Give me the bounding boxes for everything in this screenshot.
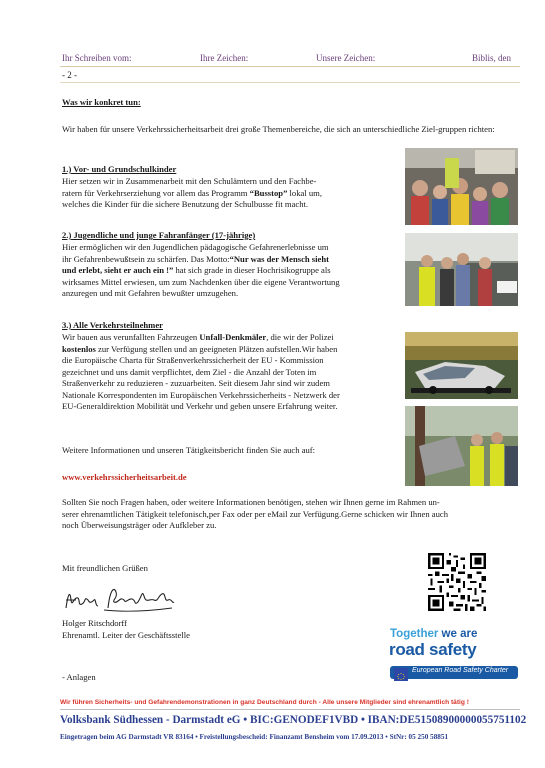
photo-school-children (405, 148, 518, 225)
section3-text: Wir bauen aus verunfallten Fahrzeugen Unfall-Denkmäler, die wir der Polizei kostenlos zur Verfügung stellen und an geeigneten Plätzen aufstellen.Wir haben die Europäische Charta für Straßenverkehrssicherheit der EU - Kommission gezeichnet und uns damit verpflichtet, dem Ziel - die Anzahl der Toten im Straßenverkehr zu reduzieren - zuzuarbeiten. Seit diesem Jahr sind wir zudem Nationale Korrespondenten im Europäischen Verkehrssicherheits - Netzwerk der EU-Generaldirektion Mobilität und Verkehr und geben unsere Erfahrung weiter. (62, 332, 340, 411)
eu-flag-icon (394, 668, 408, 677)
photo-young-drivers (405, 233, 518, 306)
header-our-reference: Unsere Zeichen: (316, 53, 376, 63)
charter-text: European Road Safety Charter (412, 667, 509, 674)
signer-role: Ehrenamtl. Leiter der Geschäftsstelle (62, 630, 190, 640)
free-of-charge: kostenlos (62, 343, 96, 354)
eu-stars-graphic (394, 672, 408, 681)
accident-monuments: Unfall-Denkmäler (199, 332, 267, 342)
footer-registration: Eingetragen beim AG Darmstadt VR 83164 • Freistellungsbescheid: Finanzamt Bensheim vom 17.09.2013 • StNr: 05 250 58851 (60, 733, 449, 741)
intro-paragraph: Wir haben für unsere Verkehrssicherheitsarbeit drei große Themenbereiche, die sich an unterschiedliche Ziel-gruppen richten: (62, 124, 495, 134)
more-info-text: Weitere Informationen und unseren Tätigkeitsbericht finden Sie auch auf: (62, 445, 316, 455)
header-your-reference: Ihre Zeichen: (200, 53, 249, 63)
footer-note: Wir führen Sicherheits- und Gefahrendemonstrationen in ganz Deutschland durch - Alle unsere Mitglieder sind ehrenamtlich tätig ! (60, 699, 469, 706)
section1-title: 1.) Vor- und Grundschulkinder (62, 164, 177, 174)
header-place-date: Biblis, den (472, 53, 512, 63)
motto-line1: “Nur was der Mensch sieht (229, 253, 329, 264)
qr-code-graphic (428, 553, 486, 611)
section2-text: Hier ermöglichen wir den Jugendlichen pädagogische Gefahrenerlebnisse um ihr Gefahrenbewußtsein zu schärfen. Das Motto:“Nur was der Mensch sieht und erlebt, sieht er auch ein !” hat sich grade in dieser Hochrisikogruppe als wirksames Mittel erwiesen, um zum Nachdenken über die eigene Verantwortung anzuregen und mit Gefahren bewußter umzugehen. (62, 242, 340, 298)
footer-bank-details: Volksbank Südhessen - Darmstadt eG • BIC:GENODEF1VBD • IBAN:DE51508900000055751102 (60, 714, 527, 726)
attachments-label: - Anlagen (62, 672, 96, 682)
closing-greeting: Mit freundlichen Grüßen (62, 563, 148, 573)
footer-divider (60, 709, 520, 710)
photo-accident-monument (405, 332, 518, 399)
section-heading: Was wir konkret tun: (62, 97, 141, 107)
program-name: “Busstop” (249, 187, 288, 198)
logo-tagline: Together we are (390, 628, 478, 640)
signature-image (62, 582, 178, 616)
header-your-letter: Ihr Schreiben vom: (62, 53, 132, 63)
motto-line2: und erlebt, sieht er auch ein !” (62, 265, 174, 275)
qr-code[interactable] (428, 553, 486, 611)
logo-road-safety: road safety (389, 640, 477, 659)
section3-title: 3.) Alle Verkehrsteilnehmer (62, 320, 163, 330)
signer-name: Holger Ritschdorff (62, 618, 127, 628)
section2-title: 2.) Jugendliche und junge Fahranfänger (17-jährige) (62, 230, 256, 240)
photo-crash-demonstration (405, 406, 518, 486)
website-link[interactable]: www.verkehrssicherheitsarbeit.de (62, 472, 187, 482)
section1-text: Hier setzen wir in Zusammenarbeit mit den Schulämtern und den Fachbe- ratern für Verkehrserziehung vor allem das Programm “Busstop” lokal um, welches die Kinder für die sichere Benutzung der Schulbusse fit macht. (62, 176, 323, 209)
page-number: - 2 - (62, 70, 77, 80)
header-divider (60, 66, 520, 67)
signature-graphic (62, 582, 178, 616)
header-divider-2 (60, 82, 520, 83)
questions-paragraph: Sollten Sie noch Fragen haben, oder weitere Informationen benötigen, stehen wir Ihnen gerne im Rahmen un- serer ehrenamtlichen Tätigkeit telefonisch,per Fax oder per eMail zur Verfügung.Gerne schicken wir Ihnen auch noch Überweisungsträger oder Aufkleber zu. (62, 497, 449, 530)
